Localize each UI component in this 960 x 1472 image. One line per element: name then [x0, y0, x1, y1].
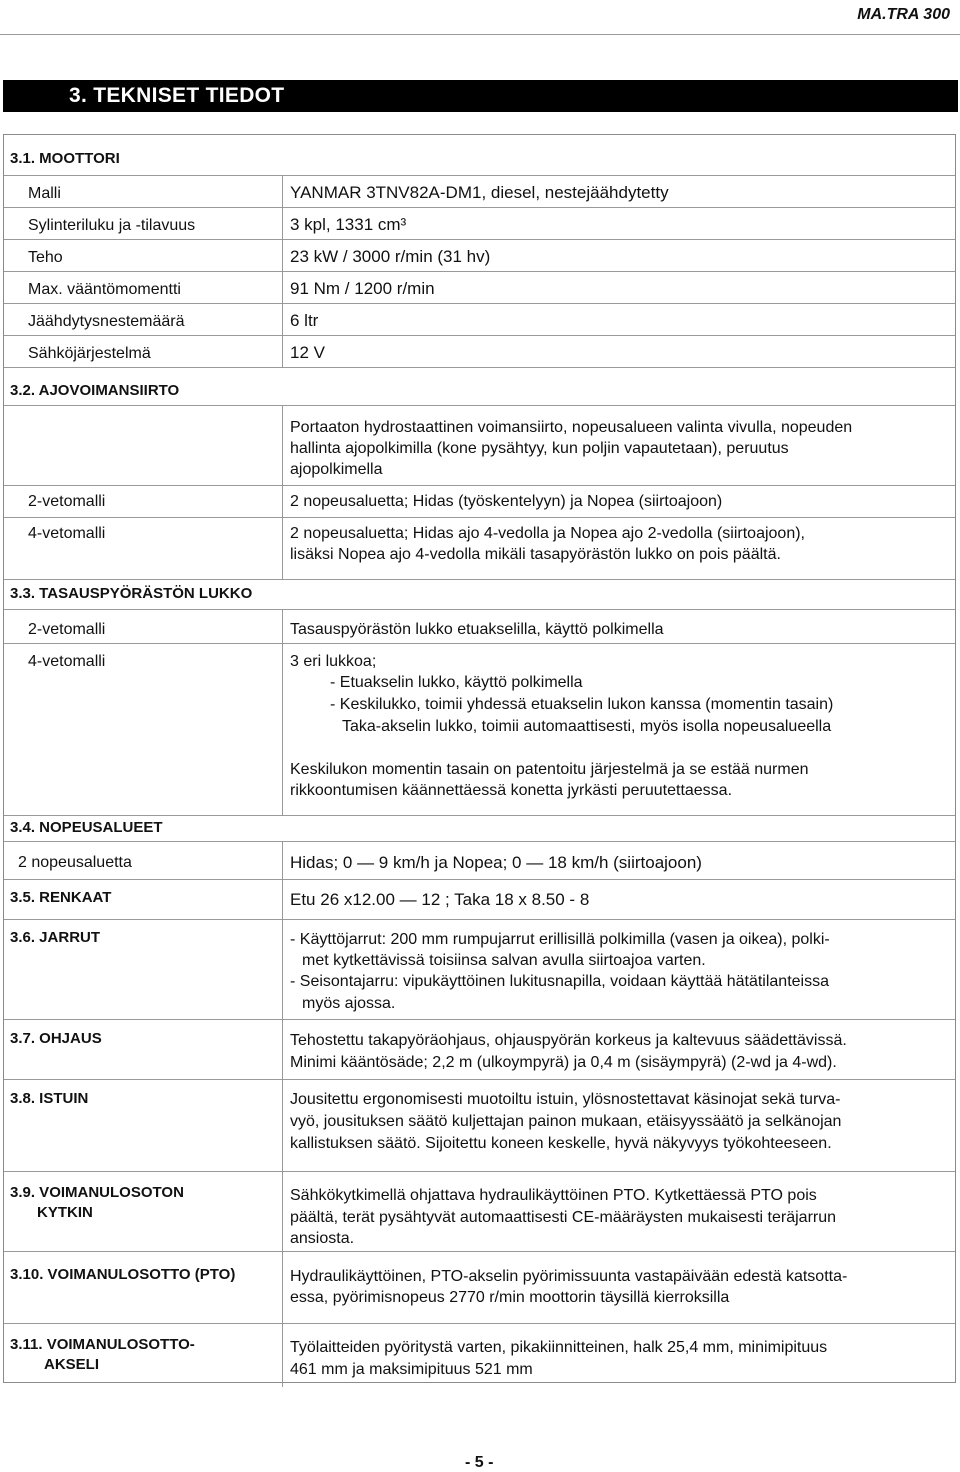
spec-value-teho: 23 kW / 3000 r/min (31 hv)	[290, 247, 491, 266]
divider	[4, 1323, 955, 1324]
pto-clutch-line: Sähkökytkimellä ohjattava hydraulikäyttöinen PTO. Kytkettäessä PTO pois	[290, 1187, 817, 1204]
section-heading-jarrut: 3.6. JARRUT	[10, 929, 101, 946]
document-code: MA.TRA 300	[857, 6, 950, 23]
title-bar	[3, 80, 958, 112]
spec-label-sylinteriluku: Sylinteriluku ja -tilavuus	[28, 217, 196, 234]
transmission-intro-line: hallinta ajopolkimilla (kone pysähtyy, kun poljin vapautetaan), peruutus	[290, 440, 789, 457]
difflock-label-2wd: 2-vetomalli	[28, 621, 106, 638]
seat-line: vyö, jousituksen säätö kuljettajan painon mukaan, etäisyyssäätö ja selkänojan	[290, 1113, 842, 1130]
difflock-value-2wd: Tasauspyörästön lukko etuakselilla, käyttö polkimella	[290, 621, 664, 638]
divider	[4, 841, 955, 842]
tyres-value: Etu 26 x12.00 — 12 ; Taka 18 x 8.50 - 8	[290, 890, 590, 909]
steering-line: Tehostettu takapyöräohjaus, ohjauspyörän korkeus ja kaltevuus säädettävissä.	[290, 1032, 847, 1049]
divider	[4, 303, 955, 304]
transmission-intro-line: Portaaton hydrostaattinen voimansiirto, nopeusalueen valinta vivulla, nopeuden	[290, 419, 853, 436]
difflock-item: Taka-akselin lukko, toimii automaattisesti, myös isolla nopeusalueella	[342, 718, 832, 735]
divider	[4, 815, 955, 816]
column-divider	[282, 405, 283, 579]
divider	[4, 643, 955, 644]
difflock-lead: 3 eri lukkoa;	[290, 653, 377, 670]
section-heading-istuin: 3.8. ISTUIN	[10, 1090, 89, 1107]
difflock-item: - Keskilukko, toimii yhdessä etuakselin lukon kanssa (momentin tasain)	[330, 696, 834, 713]
column-divider	[282, 841, 283, 1387]
divider	[4, 609, 955, 610]
divider	[4, 367, 955, 368]
spec-value-jaahdytysneste: 6 ltr	[290, 311, 319, 330]
pto-clutch-line: ansiosta.	[290, 1230, 355, 1247]
divider	[4, 579, 955, 580]
divider	[4, 485, 955, 486]
transmission-value-2wd: 2 nopeusaluetta; Hidas (työskentelyyn) ja Nopea (siirtoajoon)	[290, 493, 723, 510]
column-divider	[282, 609, 283, 815]
transmission-intro-line: ajopolkimella	[290, 461, 383, 478]
divider	[4, 1251, 955, 1252]
spec-value-vaantomomentti: 91 Nm / 1200 r/min	[290, 279, 435, 298]
pto-line: essa, pyörimisnopeus 2770 r/min moottorin täysillä kierroksilla	[290, 1289, 730, 1306]
spec-label-vaantomomentti: Max. vääntömomentti	[28, 281, 181, 298]
brakes-line: met kytkettävissä toisiinsa salvan avulla siirtoajoa varten.	[302, 952, 706, 969]
transmission-value-4wd-line: lisäksi Nopea ajo 4-vedolla mikäli tasapyörästön lukko on pois päältä.	[290, 546, 781, 563]
section-heading-pto: 3.10. VOIMANULOSOTTO (PTO)	[10, 1266, 236, 1283]
spec-table	[3, 134, 956, 1383]
divider	[4, 335, 955, 336]
section-heading-tasauspyorasto: 3.3. TASAUSPYÖRÄSTÖN LUKKO	[10, 585, 253, 602]
divider	[4, 405, 955, 406]
speed-range-value: Hidas; 0 — 9 km/h ja Nopea; 0 — 18 km/h (siirtoajoon)	[290, 853, 702, 872]
transmission-label-4wd: 4-vetomalli	[28, 525, 106, 542]
section-heading-kytkin: 3.9. VOIMANULOSOTON	[10, 1184, 184, 1201]
divider	[4, 1079, 955, 1080]
divider	[4, 879, 955, 880]
divider	[4, 175, 955, 176]
divider	[4, 271, 955, 272]
brakes-line: myös ajossa.	[302, 995, 396, 1012]
spec-value-sahkojarjestelma: 12 V	[290, 343, 325, 362]
pto-clutch-line: päältä, terät pysähtyvät automaattisesti CE-määräysten mukaisesti teräjarrun	[290, 1209, 837, 1226]
steering-line: Minimi kääntösäde; 2,2 m (ulkoympyrä) ja 0,4 m (sisäympyrä) (2-wd ja 4-wd).	[290, 1054, 837, 1071]
brakes-line: - Käyttöjarrut: 200 mm rumpujarrut erillisillä polkimilla (vasen ja oikea), polki-	[290, 931, 830, 948]
section-heading-akseli: 3.11. VOIMANULOSOTTO-	[10, 1336, 195, 1353]
divider	[4, 919, 955, 920]
seat-line: kallistuksen säätö. Sijoitettu koneen keskelle, hyvä näkyvyys työkohteeseen.	[290, 1135, 832, 1152]
divider	[4, 1171, 955, 1172]
difflock-note-line: rikkoontumisen käännettäessä konetta jyrkästi peruutettaessa.	[290, 782, 733, 799]
difflock-label-4wd: 4-vetomalli	[28, 653, 106, 670]
divider	[4, 207, 955, 208]
pto-line: Hydraulikäyttöinen, PTO-akselin pyörimissuunta vastapäivään edestä katsotta-	[290, 1268, 848, 1285]
brakes-line: - Seisontajarru: vipukäyttöinen lukitusnapilla, voidaan käyttää hätätilanteissa	[290, 973, 829, 990]
page-title: 3. TEKNISET TIEDOT	[69, 84, 285, 107]
spec-label-sahkojarjestelma: Sähköjärjestelmä	[28, 345, 151, 362]
section-heading-renkaat: 3.5. RENKAAT	[10, 889, 112, 906]
difflock-note-line: Keskilukon momentin tasain on patentoitu järjestelmä ja se estää nurmen	[290, 761, 809, 778]
divider	[4, 1019, 955, 1020]
transmission-label-2wd: 2-vetomalli	[28, 493, 106, 510]
divider	[4, 517, 955, 518]
difflock-item: - Etuakselin lukko, käyttö polkimella	[330, 674, 583, 691]
page-number: - 5 -	[465, 1454, 494, 1471]
seat-line: Jousitettu ergonomisesti muotoiltu istuin, ylösnostettavat käsinojat sekä turva-	[290, 1091, 841, 1108]
section-heading-ohjaus: 3.7. OHJAUS	[10, 1030, 102, 1047]
section-heading-kytkin-cont: KYTKIN	[37, 1204, 93, 1221]
spec-label-teho: Teho	[28, 249, 63, 266]
section-heading-nopeusalueet: 3.4. NOPEUSALUEET	[10, 819, 163, 836]
pto-shaft-line: Työlaitteiden pyöritystä varten, pikakiinnitteinen, halk 25,4 mm, minimipituus	[290, 1339, 828, 1356]
spec-value-malli: YANMAR 3TNV82A-DM1, diesel, nestejäähdytetty	[290, 183, 669, 202]
spec-label-malli: Malli	[28, 185, 61, 202]
pto-shaft-line: 461 mm ja maksimipituus 521 mm	[290, 1361, 533, 1378]
section-heading-moottori: 3.1. MOOTTORI	[10, 150, 120, 167]
section-heading-akseli-cont: AKSELI	[44, 1356, 100, 1373]
divider	[4, 239, 955, 240]
header-rule	[0, 34, 960, 35]
spec-label-jaahdytysneste: Jäähdytysnestemäärä	[28, 313, 185, 330]
section-heading-ajovoimansiirto: 3.2. AJOVOIMANSIIRTO	[10, 382, 180, 399]
transmission-value-4wd-line: 2 nopeusaluetta; Hidas ajo 4-vedolla ja Nopea ajo 2-vedolla (siirtoajoon),	[290, 525, 805, 542]
speed-range-label: 2 nopeusaluetta	[18, 854, 132, 871]
spec-value-sylinteriluku: 3 kpl, 1331 cm³	[290, 215, 407, 234]
